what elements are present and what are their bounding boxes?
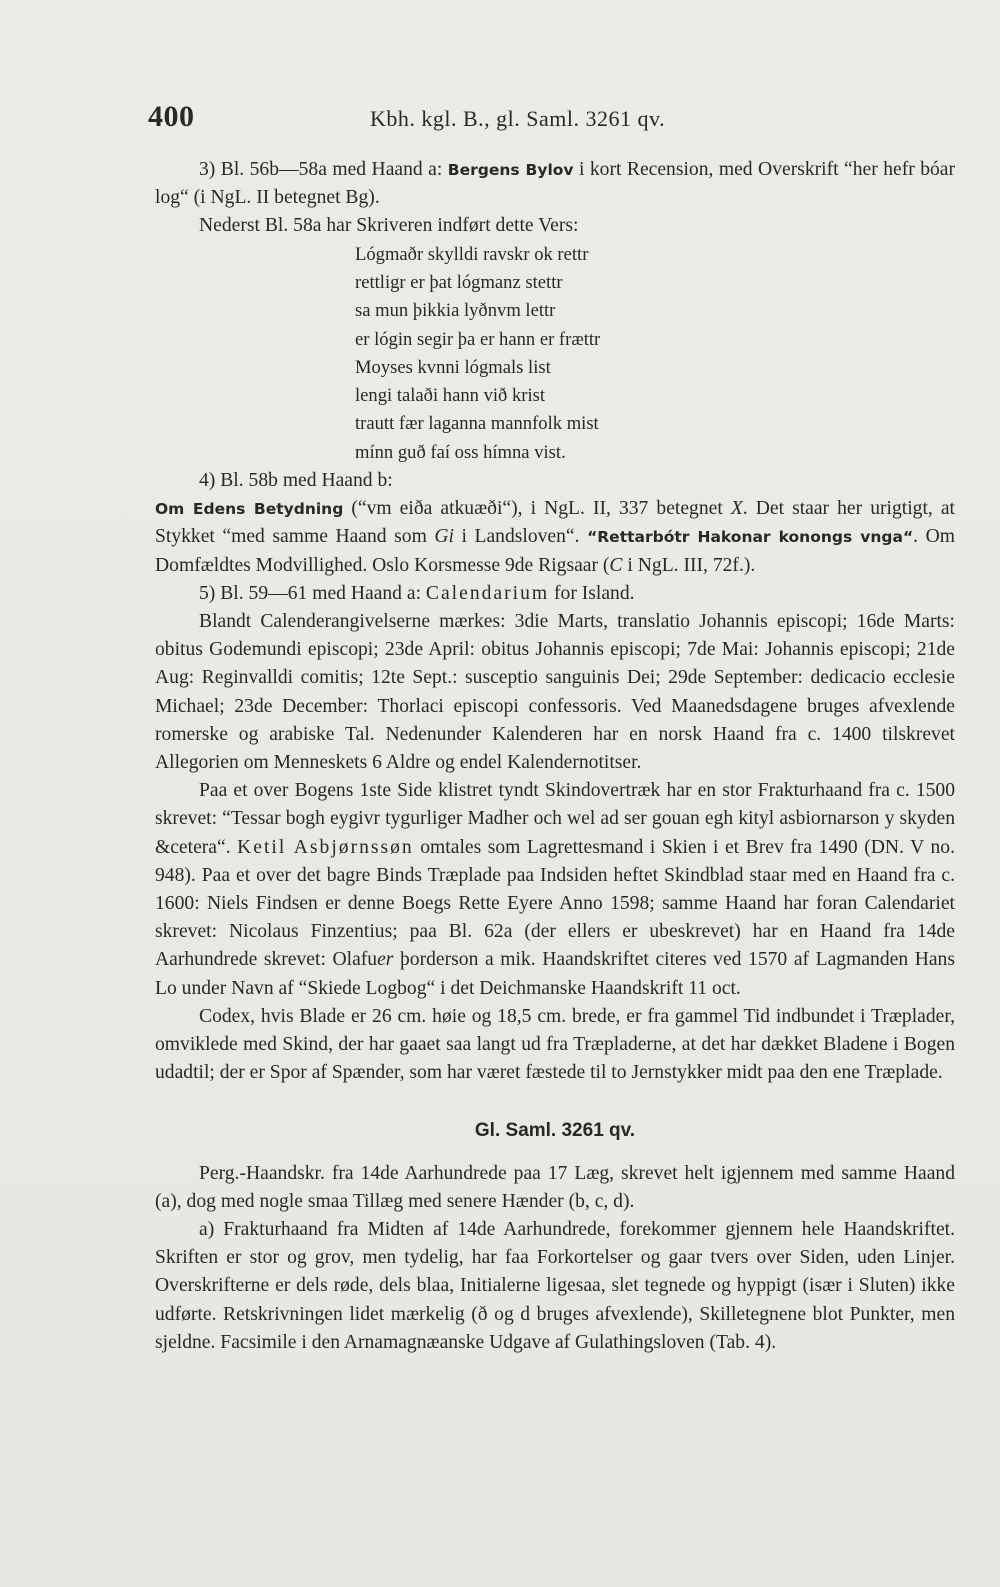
page-header bbox=[148, 100, 848, 140]
paragraph-bergens-bylov bbox=[155, 156, 955, 212]
verse-line: trautt fær laganna mannfolk mist bbox=[355, 413, 599, 435]
p6-text-pre: Paa et over Bogens 1ste Side klistret tyndt Skindovertræk har en stor Frakturhaand fra c. 1500 skrevet: “Tessar bogh eygivr tygurliger Madher och wel ad ser gouan egh kityl asbiornarson y skyden &cetera“. bbox=[155, 780, 955, 858]
paragraph-verse-intro: Nederst Bl. 58a har Skriveren indført dette Vers: bbox=[199, 215, 579, 237]
p3-text-mid: (“vm eiða atkuæði“), i NgL. II, 337 betegnet bbox=[343, 498, 731, 520]
p1-text-post: i kort Recension, med Overskrift “her hefr bóar log“ (i NgL. II betegnet Bg). bbox=[155, 159, 956, 209]
rettarbotr-title: “Rettarbótr Hakonar konongs vnga“ bbox=[587, 528, 914, 547]
verse-line: sa mun þikkia lyðnvm lettr bbox=[355, 300, 556, 322]
paragraph-codex-description: Codex, hvis Blade er 26 cm. høie og 18,5 cm. brede, er fra gammel Tid indbundet i Træplader, omviklede med Skind, der har gaaet saa langt ud fra Træpladerne, at det har dækket Bladene i Bogen udadtil; der er Spor af Spænder, som har været fæstede til to Jernstykker midt paa den ene Træplade. bbox=[155, 1005, 955, 1084]
verse-line: lengi talaði hann við krist bbox=[355, 385, 546, 407]
siglum-x: X bbox=[730, 498, 743, 520]
p3-text-post3: . Om Domfældtes Modvillighed. Oslo Korsmesse 9de Rigsaar ( bbox=[155, 526, 955, 576]
paragraph-hand-a: a) Frakturhaand fra Midten af 14de Aarhundrede, forekommer gjennem hele Haandskriftet. Skriften er stor og grov, men tydelig, har faa Forkortelser og gaar tvers over Siden, uden Linjer. Overskrifterne er dels røde, dels blaa, Initialerne ligesaa, slet tegnede og hyppigt (især i Sluten) ikke udførte. Retskrivningen lidet mærkelig (ð og d bruges afvexlende), Skilletegnene blot Punkter, men sjeldne. Facsimile i den Arnamagnæanske Udgave af Gulathingsloven (Tab. 4). bbox=[155, 1219, 955, 1353]
p1-text-pre: 3) Bl. 56b—58a med Haand a: bbox=[199, 159, 448, 180]
page-number: 400 bbox=[148, 100, 195, 133]
paragraph-calendar-entries: Blandt Calenderangivelserne mærkes: 3die Marts, translatio Johannis episcopi; 16de Marts: obitus Godemundi episcopi; 23de April: obitus Johannis episcopi; 7de Mai: Johannis episcopi; 21de Aug: Reginvalldi comitis; 12te Sept.: susceptio sanguinis Dei; 29de September: dedicacio ecclesie Michael; 23de December: Thorlaci episcopi confessoris. Ved Maanedsdagene bruges afvexlende romerske og arabiske Tal. Nedenunder Kalenderen har en norsk Haand fra c. 1400 tilskrevet Allegorien om Menneskets 6 Aldre og endel Kalendernotitser. bbox=[155, 611, 955, 774]
verse-block bbox=[355, 241, 955, 467]
p3-text-post4: i NgL. III, 72f.). bbox=[622, 554, 756, 576]
paragraph-manuscript-intro: Perg.-Haandskr. fra 14de Aarhundrede paa 17 Læg, skrevet helt igjennem med samme Haand (a), dog med nogle smaa Tillæg med senere Hænder (b, c, d). bbox=[155, 1162, 955, 1212]
p4-text-post: for Island. bbox=[549, 582, 635, 604]
siglum-gi: Gi bbox=[434, 526, 454, 548]
p3-text-pre: 4) Bl. 58b med Haand b: bbox=[199, 469, 393, 491]
edens-betydning-title: Om Edens Betydning bbox=[155, 500, 344, 519]
bergens-bylov-title: Bergens Bylov bbox=[447, 161, 574, 179]
p6-italic-er: er bbox=[377, 949, 394, 971]
p4-text-pre: 5) Bl. 59—61 med Haand a: bbox=[199, 582, 426, 604]
verse-line: Moyses kvnni lógmals list bbox=[355, 356, 551, 378]
p3-text-post2: i Landsloven“. bbox=[453, 526, 588, 548]
verse-line: mínn guð faí oss hímna vist. bbox=[355, 441, 566, 463]
p6-text-mid: omtales som Lagrettesmand i Skien i et Brev fra 1490 (DN. V no. 948). Paa et over det bagre Binds Træplade paa Indsiden heftet Skindblad staar med en Haand fra c. 1600: Niels Findsen er denne Boegs Rette Eyere Anno 1598; samme Haand har foran Calendariet skrevet: Nicolaus Finzentius; paa Bl. 62a (der ellers er ubeskrevet) har en Haand fra 14de Aarhundrede skrevet: Olafu bbox=[155, 836, 955, 971]
page-body bbox=[155, 156, 955, 1357]
paragraph-binding-notes bbox=[155, 777, 955, 1003]
calendarium-title: Calendarium bbox=[425, 582, 550, 604]
siglum-c: C bbox=[609, 554, 623, 576]
ketil-asbjornsson-name: Ketil Asbjørnssøn bbox=[237, 836, 414, 858]
p3-text-post: . Det staar her urigtigt, at Stykket “med samme Haand som bbox=[155, 498, 955, 548]
running-title: Kbh. kgl. B., gl. Saml. 3261 qv. bbox=[370, 106, 666, 131]
p6-text-post: þorderson a mik. Haandskriftet citeres ved 1570 af Lagmanden Hans Lo under Navn af “Skiede Logbog“ i det Deichmanske Haandskrift 11 oct. bbox=[155, 949, 955, 999]
paragraph-calendarium bbox=[155, 580, 955, 608]
paragraph-edens-betydning bbox=[155, 467, 955, 580]
verse-line: Lógmaðr skylldi ravskr ok rettr bbox=[355, 243, 589, 265]
section-heading: Gl. Saml. 3261 qv. bbox=[474, 1120, 636, 1142]
verse-line: er lógin segir þa er hann er frættr bbox=[355, 328, 601, 350]
verse-line: rettligr er þat lógmanz stettr bbox=[355, 271, 563, 293]
